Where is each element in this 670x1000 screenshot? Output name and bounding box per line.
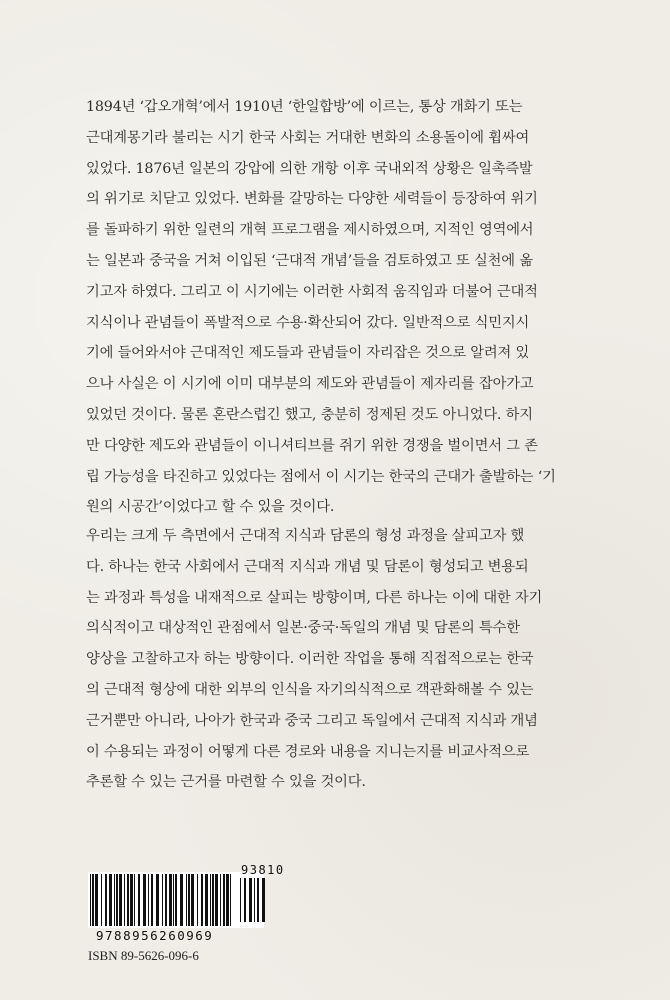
barcode-bar <box>257 878 259 922</box>
barcode-bar <box>205 874 208 926</box>
barcode-bar <box>180 874 183 926</box>
text-line: 의식적이고 대상적인 관점에서 일본·중국·독일의 개념 및 담론의 특수한 <box>86 620 520 637</box>
barcode-bar <box>175 874 177 926</box>
text-line: 우리는 크게 두 측면에서 근대적 지식과 담론의 형성 과정을 살피고자 했 <box>86 528 525 544</box>
description-paragraph-2 <box>86 521 588 798</box>
barcode-number: 9788956260969 <box>96 928 214 943</box>
barcode-bar <box>249 878 252 922</box>
barcode-bar <box>215 874 218 926</box>
barcode-bar <box>119 874 122 926</box>
text-line: 있었다. 1876년 일본의 강압에 의한 개항 이후 국내외적 상황은 일촉즉발 <box>86 160 533 177</box>
barcode-bar <box>151 874 153 926</box>
barcode-bar <box>143 874 146 926</box>
barcode-bar <box>254 878 255 922</box>
text-line: 근대계몽기라 불리는 시기 한국 사회는 거대한 변화의 소용돌이에 휩싸여 <box>86 129 530 146</box>
barcode-bar <box>210 874 211 926</box>
text-line: 원의 시공간’이었다고 할 수 있을 것이다. <box>86 499 335 516</box>
barcode-bar <box>109 874 112 926</box>
barcode-bar <box>223 874 225 926</box>
barcode-bar <box>127 874 129 926</box>
text-line: 의 근대적 형상에 대한 외부의 인식을 자기의식적으로 객관화해볼 수 있는 <box>86 681 534 698</box>
text-line: 근거뿐만 아니라, 나아가 한국과 중국 그리고 독일에서 근대적 지식과 개념 <box>86 712 538 729</box>
barcode-bar <box>130 874 133 926</box>
text-line: 이 수용되는 과정이 어떻게 다른 경로와 내용을 지니는지를 비교사적으로 <box>86 743 530 760</box>
text-line: 의 위기로 치닫고 있었다. 변화를 갈망하는 다양한 세력들이 등장하여 위기 <box>86 191 538 208</box>
text-line: 립 가능성을 타진하고 있었다는 점에서 이 시기는 한국의 근대가 출발하는 ‘기 <box>86 468 556 485</box>
barcode-bar <box>95 874 98 926</box>
barcode-bar <box>173 874 174 926</box>
addon-barcode-bars <box>238 876 268 924</box>
text-line: 기에 들어와서야 근대적인 제도들과 관념들이 자리잡은 것으로 알려져 있 <box>86 345 530 362</box>
barcode-bar <box>220 874 221 926</box>
isbn-label: ISBN 89-5626-096-6 <box>88 948 199 963</box>
text-line: 지식이나 관념들이 폭발적으로 수용·확산되어 갔다. 일반적으로 식민지시 <box>86 314 530 331</box>
barcode-bar <box>212 874 214 926</box>
barcode-bar <box>138 874 140 926</box>
barcode-bar <box>114 874 115 926</box>
barcode-bar <box>105 874 107 926</box>
barcode-addon-number: 93810 <box>241 863 285 877</box>
barcode-bar <box>116 874 118 926</box>
text-line: 추론할 수 있는 근거를 마련할 수 있을 것이다. <box>86 774 366 791</box>
barcode-bar <box>262 878 265 922</box>
text-line: 만 다양한 제도와 관념들이 이니셔티브를 쥐기 위한 경쟁을 벌이면서 그 존 <box>86 437 538 454</box>
text-line: 기고자 하였다. 그리고 이 시기에는 이러한 사회적 움직임과 더불어 근대적 <box>86 283 538 300</box>
barcode-bar <box>186 874 187 926</box>
barcode-bar <box>156 874 159 926</box>
barcode-bar <box>101 874 102 926</box>
text-line: 다. 하나는 한국 사회에서 근대적 지식과 개념 및 담론이 형성되고 변용되 <box>86 558 529 575</box>
text-line: 를 돌파하기 위한 일련의 개혁 프로그램을 제시하였으며, 지적인 영역에서 <box>86 222 534 239</box>
description-paragraph-1 <box>86 92 588 523</box>
text-line: 있었던 것이다. 물론 혼란스럽긴 했고, 충분히 정제된 것도 아니었다. 하지 <box>86 406 533 423</box>
barcode-bar <box>197 874 198 926</box>
barcode-bar <box>124 874 125 926</box>
barcode-bar <box>148 874 149 926</box>
barcode-bar <box>188 874 190 926</box>
text-line: 1894년 ‘갑오개혁’에서 1910년 ‘한일합방’에 이르는, 통상 개화기 또는 <box>86 99 523 115</box>
text-line: 는 일본과 중국을 거쳐 이입된 ‘근대적 개념’들을 검토하였고 또 실천에 옮 <box>86 252 533 269</box>
barcode-bar <box>165 874 167 926</box>
barcode-bar <box>191 874 194 926</box>
barcode-bar <box>92 874 94 926</box>
ean-barcode-bars <box>88 872 238 928</box>
text-line: 는 과정과 특성을 내재적으로 살피는 방향이며, 다른 하나는 이에 대한 자기 <box>86 589 543 606</box>
barcode-bar <box>244 878 246 922</box>
barcode-bar <box>240 878 241 922</box>
barcode-bar <box>226 874 229 926</box>
barcode-bar <box>230 874 231 926</box>
barcode-bar <box>134 874 135 926</box>
barcode-bar <box>169 874 172 926</box>
text-line: 양상을 고찰하고자 하는 방향이다. 이러한 작업을 통해 직접적으로는 한국 <box>86 651 534 668</box>
barcode-bar <box>162 874 163 926</box>
barcode-bar <box>201 874 203 926</box>
barcode-bar <box>90 874 91 926</box>
text-line: 으나 사실은 이 시기에 이미 대부분의 제도와 관념들이 제자리를 잡아가고 <box>86 376 534 393</box>
